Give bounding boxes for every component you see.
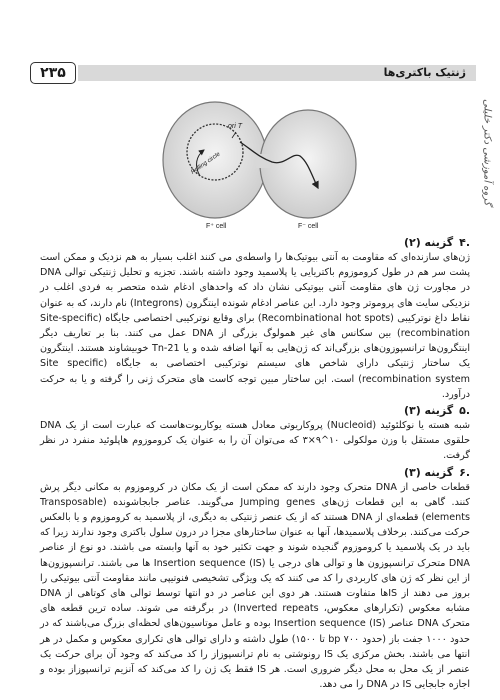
question-number: .۴ [459,236,470,249]
page-number: ۲۳۵ [30,62,76,84]
ori-label: ori T [228,123,242,130]
header-bar [78,65,476,81]
page-header [30,62,476,84]
side-label: گروه آموزشی دکتر خلیلی [481,98,493,206]
question-number: .۵ [459,404,470,418]
answer-heading [40,466,470,479]
question-number: .۶ [459,465,470,479]
recipient-cell [260,110,356,218]
right-cell-label: F⁻ cell [298,223,319,230]
side-strip [478,92,496,212]
answer-item-5 [40,404,470,464]
answer-explanation: قطعات خاصی از DNA متحرک وجود دارند که ممکن است از یک مکان در کروموزوم به مکانی دیگر پرش کنند. گاهی به این قطعات ژن‌های Jumping genes می‌گویند. عناصر جابجاشونده (Transposable elements) قطعه‌ای از DNA هستند که از یک عنصر ژنتیکی به دیگری، از پلاسمید به کروموزوم و یا بالعکس حرکت می‌کنند. برخلاف پلاسمیدها، آنها به عنوان ساختارهای مجزا در درون سلول باکتری وجود ندارند زیرا که باید در یک پلاسمید یا کروموزوم گنجیده شوند و جهت تکثیر خود به آنها وابسته می باشند. دو نوع از عناصر DNA متحرک ترانسپوزون ها و توالی های درجی یا Insertion sequence (IS) ها می باشند. ترانسپوزون‌ها از این نظر که ژن های کاربردی را کد می کنند که یک ویژگی تشخیصی فنوتیپی مانند مقاومت آنتی بیوتیکی را بروز می دهند از IS‌ها متفاوت هستند. هر دوی این عناصر در دو انتها توسط توالی های کوتاهی از DNA مشابه معکوس (تکرارهای معکوس، Inverted repeats) در برگرفته می شوند. ساده ترین قطعه های متحرک DNA عناصر Insertion sequence (IS) بوده و عامل موتاسیون‌های لحظه‌ای بزرگ می‌باشند که در حدود ۱۰۰۰ جفت باز (حدود ۷۰۰ bp تا ۱۵۰۰) طول داشته و دارای توالی های تکراری معکوس و مکمل در هر انتها می باشند. بخش مرکزی یک IS رونوشتی به نام ترانسپوزاز را کد می‌کند که وجود آن برای حرکت یک عنصر از یک محل به محل دیگر ضروری است. هر IS فقط یک ژن را کد می‌کند که آنزیم ترانسپوزاز بوده و اجازه جابجایی IS در DNA را می دهد. [40,481,471,691]
answer-option: گزینه (۳) [403,404,454,418]
left-cell-label: F⁺ cell [206,223,227,230]
answer-option: گزینه (۲) [403,236,454,249]
answer-explanation: ژن‌های سازنده‌ای که مقاومت به آنتی بیوتیک‌ها را واسطه‌ی می کنند اغلب بسیار به هم نزدیک و ممکن است پشت سر هم در طول کروموزوم باکتریایی یا پلاسمید وجود داشته باشند. تجزیه و تحلیل ژنتیکی توالی DNA در مجاورت ژن های مقاومت آنتی بیوتیکی نشان داد که واحدهای ادغام شده متحصر به فردی اغلب در نزدیکی سایت های پروموتر وجود دارد. این عناصر ادغام شونده اینتگرون (Integrons) نام دارند، که به عنوان نقاط داغ نوترکیبی (Recombinational hot spots) برای وقایع نوترکیبی اختصاصی جایگاه (Site-specific recombination) بین سکانس های غیر همولوگ بزرگی از DNA عمل می کنند. بنا بر تعاریف دیگر اینتگرون‌ها ترانسپوزون‌های بزرگی‌اند که ژن‌هایی به آنها اضافه شده و یا Tn-21 خوبیشاوند هستند. اینتگرون یک ساختار ژنتیکی دارای شاخص های سیستم نوترکیبی اختصاصی به جایگاه (Site specific recombination system) است. این ساختار مبین توجه کاست های متحرک ژنی را گرفته و یا به حرکت درآورد. [39,252,471,400]
answer-item-6 [40,466,470,693]
answer-option: گزینه (۳) [403,465,454,479]
answer-item-4 [40,236,470,402]
answer-heading [40,236,470,249]
conjugation-figure [160,92,360,232]
answer-heading [40,404,470,417]
conjugation-diagram [160,92,360,232]
chapter-title: ژنتیک باکتری‌ها [383,66,466,79]
answer-explanation: شبه هسته یا نوکلئوئید (Nucleoid) پروکاریوتی معادل هسته یوکاریوت‌هاست که عبارت است از یک DNA حلقوی مستقل با وزن مولکولی ۱۰^۹×۳ که می‌توان آن را به عنوان یک کروموزوم هاپلوئید منفرد در نظر گرفت. [40,420,471,462]
rolling-circle-label: Rolling circle [190,151,222,176]
answers-column [40,236,470,694]
